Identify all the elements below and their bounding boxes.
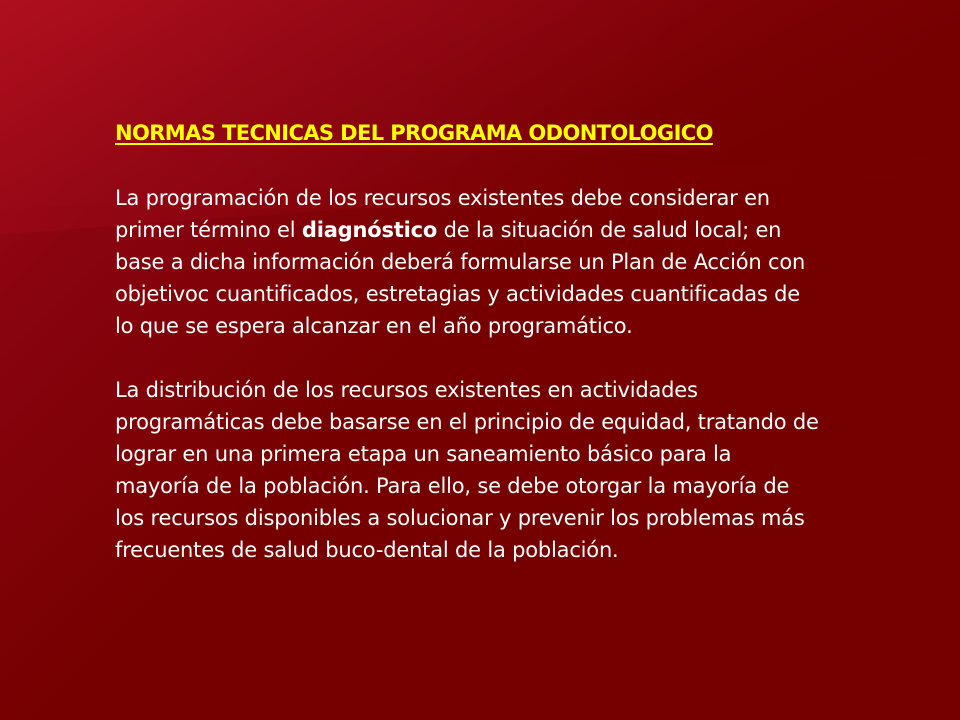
paragraph-line: La programación de los recursos existentes debe considerar en	[115, 186, 770, 210]
paragraph-line: La distribución de los recursos existentes en actividades	[115, 378, 698, 402]
paragraph-line: los recursos disponibles a solucionar y prevenir los problemas más	[115, 506, 805, 530]
paragraph-line: lo que se espera alcanzar en el año programático.	[115, 314, 633, 338]
paragraph-distribucion	[115, 374, 915, 566]
paragraph-line: frecuentes de salud buco-dental de la población.	[115, 538, 619, 562]
slide-title: NORMAS TECNICAS DEL PROGRAMA ODONTOLOGICO	[115, 121, 713, 145]
paragraph-line: objetivoc cuantificados, estretagias y actividades cuantificadas de	[115, 282, 800, 306]
bold-term-diagnostico: diagnóstico	[301, 218, 438, 242]
paragraph-line: lograr en una primera etapa un saneamiento básico para la	[115, 442, 732, 466]
paragraph-line: base a dicha información deberá formularse un Plan de Acción con	[115, 250, 806, 274]
text-segment: de la situación de salud local; en	[437, 218, 782, 242]
paragraph-line: programáticas debe basarse en el principio de equidad, tratando de	[115, 410, 819, 434]
paragraph-line: mayoría de la población. Para ello, se debe otorgar la mayoría de	[115, 474, 790, 498]
paragraph-programacion	[115, 182, 915, 342]
text-segment: primer término el	[115, 218, 302, 242]
paragraph-line	[115, 214, 915, 246]
slide-content	[115, 117, 915, 598]
